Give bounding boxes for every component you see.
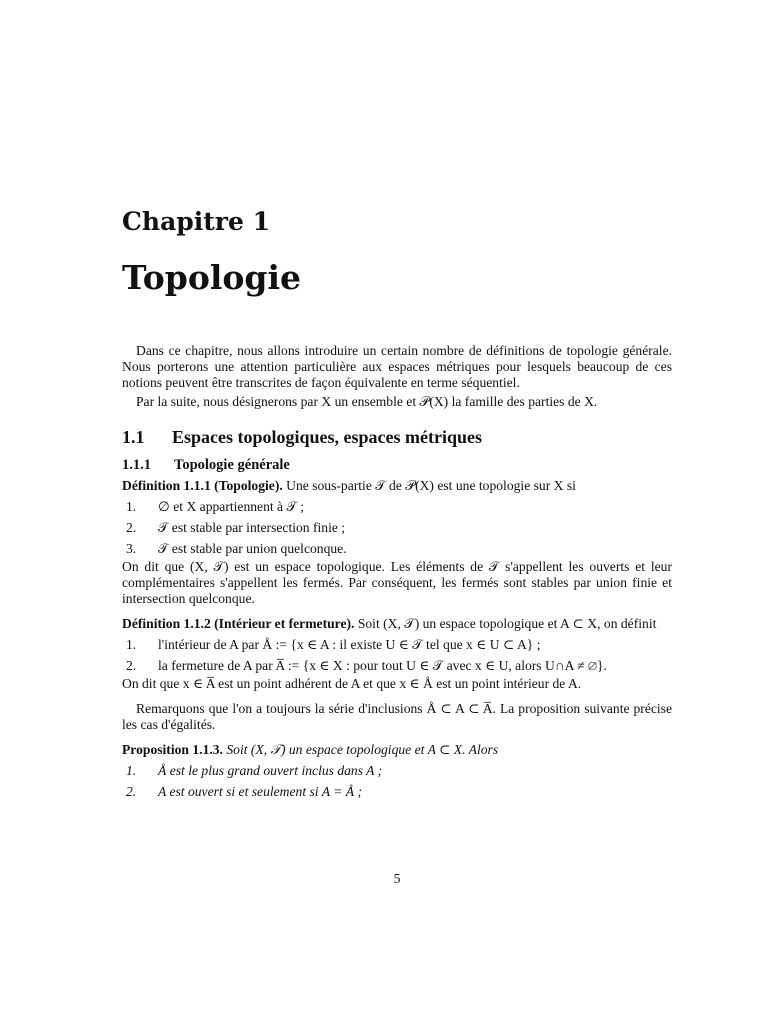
intro-paragraph-1: Dans ce chapitre, nous allons introduire un certain nombre de définitions de topologie générale. Nous porterons une attention particulière aux espaces métriques pour lesquels beaucoup de ces notions peuvent être transcrites de façon équivalente en terme séquentiel. [122,343,672,390]
definition-2-list [122,634,672,676]
definition-1-list [122,496,672,559]
definition-1-text: Une sous-partie 𝒯 de 𝒫(X) est une topologie sur X si [286,478,576,493]
section-heading [122,426,672,448]
chapter-label: Chapitre 1 [122,207,270,236]
page-number: 5 [393,871,401,886]
list-item: 1. Å est le plus grand ouvert inclus dans A ; [126,763,383,778]
definition-1 [122,478,672,494]
section-number: 1.1 [122,427,145,447]
chapter-title: Topologie [122,258,302,297]
page-body [122,343,672,802]
list-item: 2. A est ouvert si et seulement si A = Å ; [126,784,362,799]
section-title: Espaces topologiques, espaces métriques [172,427,482,447]
proposition [122,742,672,758]
list-item: 3. 𝒯 est stable par union quelconque. [126,541,347,556]
proposition-text: Soit (X, 𝒯) un espace topologique et A ⊂ X. Alors [226,742,499,757]
list-item: 1. l'intérieur de A par Å := {x ∈ A : il existe U ∈ 𝒯 tel que x ∈ U ⊂ A} ; [126,637,541,652]
remark-paragraph: Remarquons que l'on a toujours la série d'inclusions Å ⊂ A ⊂ A̅. La proposition suivante précise les cas d'égalités. [122,701,672,732]
definition-2 [122,616,672,632]
proposition-head: Proposition 1.1.3. [122,742,223,757]
definition-2-text: Soit (X, 𝒯) un espace topologique et A ⊂ X, on définit [357,616,657,631]
subsection-number: 1.1.1 [122,457,151,473]
proposition-list [122,760,672,802]
definition-1-head: Définition 1.1.1 (Topologie). [122,478,283,493]
definition-1-after: On dit que (X, 𝒯) est un espace topologique. Les éléments de 𝒯 s'appellent les ouverts et leur complémentaires s'appellent les fermés. Par conséquent, les fermés sont stables par union finie et intersection quelconque. [122,559,672,606]
list-item: 1. ∅ et X appartiennent à 𝒯 ; [126,499,305,514]
list-item: 2. la fermeture de A par A̅ := {x ∈ X : pour tout U ∈ 𝒯 avec x ∈ U, alors U∩A ≠ ∅}. [126,658,607,673]
subsection-title: Topologie générale [174,457,290,473]
definition-2-after: On dit que x ∈ A̅ est un point adhérent de A et que x ∈ Å est un point intérieur de A. [122,676,582,691]
list-item: 2. 𝒯 est stable par intersection finie ; [126,520,346,535]
definition-2-head: Définition 1.1.2 (Intérieur et fermeture). [122,616,355,631]
intro-paragraph-2: Par la suite, nous désignerons par X un ensemble et 𝒫(X) la famille des parties de X. [136,394,598,409]
subsection-heading [122,456,672,474]
